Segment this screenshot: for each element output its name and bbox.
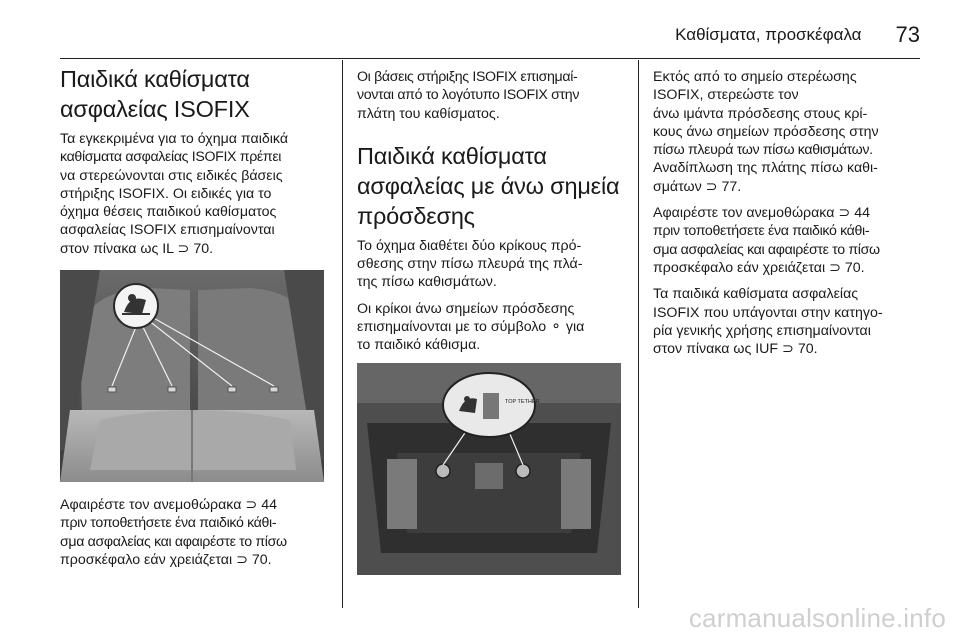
watermark: carmanualsonline.info [688, 603, 946, 633]
paragraph: Αφαιρέστε τον ανεμοθώρακα ⊃ 44 πριν τοποθετήσετε ένα παιδικό κάθι- σμα ασφαλείας και αφαιρέστε το πίσω προσκέφαλο εάν χρειάζεται ⊃ 70. [60, 497, 287, 568]
paragraph: Τα παιδικά καθίσματα ασφαλείας ISOFIX που υπάγονται στην κατηγο- ρία γενικής χρήσης επισημαίνονται στον πίνακα ως IUF ⊃ 70. [653, 286, 883, 358]
top-tether-label: TOP TETHER [505, 398, 540, 405]
section-heading: Παιδικά καθίσματα ασφαλείας με άνω σημεία πρόσδεσης [357, 142, 620, 229]
column-2 [357, 64, 625, 575]
chapter-title: Καθίσματα, προσκέφαλα [675, 25, 862, 44]
page-number: 73 [895, 22, 920, 47]
isofix-seat-illustration [60, 270, 324, 482]
running-header [60, 22, 920, 48]
column-3 [653, 64, 921, 366]
paragraph: Αφαιρέστε τον ανεμοθώρακα ⊃ 44 πριν τοποθετήσετε ένα παιδικό κάθι- σμα ασφαλείας και αφαιρέστε το πίσω προσκέφαλο εάν χρειάζεται ⊃ 70. [653, 205, 880, 276]
top-tether-illustration [357, 363, 621, 575]
paragraph: Εκτός από το σημείο στερέωσης ISOFIX, στερεώστε τον άνω ιμάντα πρόσδεσης στους κρί- κους άνω σημείων πρόσδεσης στην πίσω πλευρά των πίσω καθισμάτων. Αναδίπλωση της πλάτης πίσω καθι- σμάτων ⊃ 77. [653, 69, 879, 195]
paragraph: Οι κρίκοι άνω σημείων πρόσδεσης επισημαίνονται με το σύμβολο ⚬ για το παιδικό κάθισμα. [357, 300, 585, 354]
section-heading: Παιδικά καθίσματα ασφαλείας ISOFIX [60, 66, 250, 122]
header-rule [60, 58, 920, 59]
paragraph: Τα εγκεκριμένα για το όχημα παιδικά καθίσματα ασφαλείας ISOFIX πρέπει να στερεώνονται στις ειδικές βάσεις στήριξης ISOFIX. Οι ειδικές για το όχημα θέσεις παιδικού καθίσματος ασφαλείας ISOFIX επισημαίνονται στον πίνακα ως IL ⊃ 70. [60, 131, 289, 257]
column-divider [638, 60, 639, 608]
column-1 [60, 64, 328, 577]
paragraph: Οι βάσεις στήριξης ISOFIX επισημαί- νονται από το λογότυπο ISOFIX στην πλάτη του καθίσματος. [357, 69, 580, 122]
paragraph: Το όχημα διαθέτει δύο κρίκους πρό- σθεσης στην πίσω πλευρά της πλά- της πίσω καθισμάτων. [357, 237, 583, 291]
column-divider [342, 60, 343, 608]
